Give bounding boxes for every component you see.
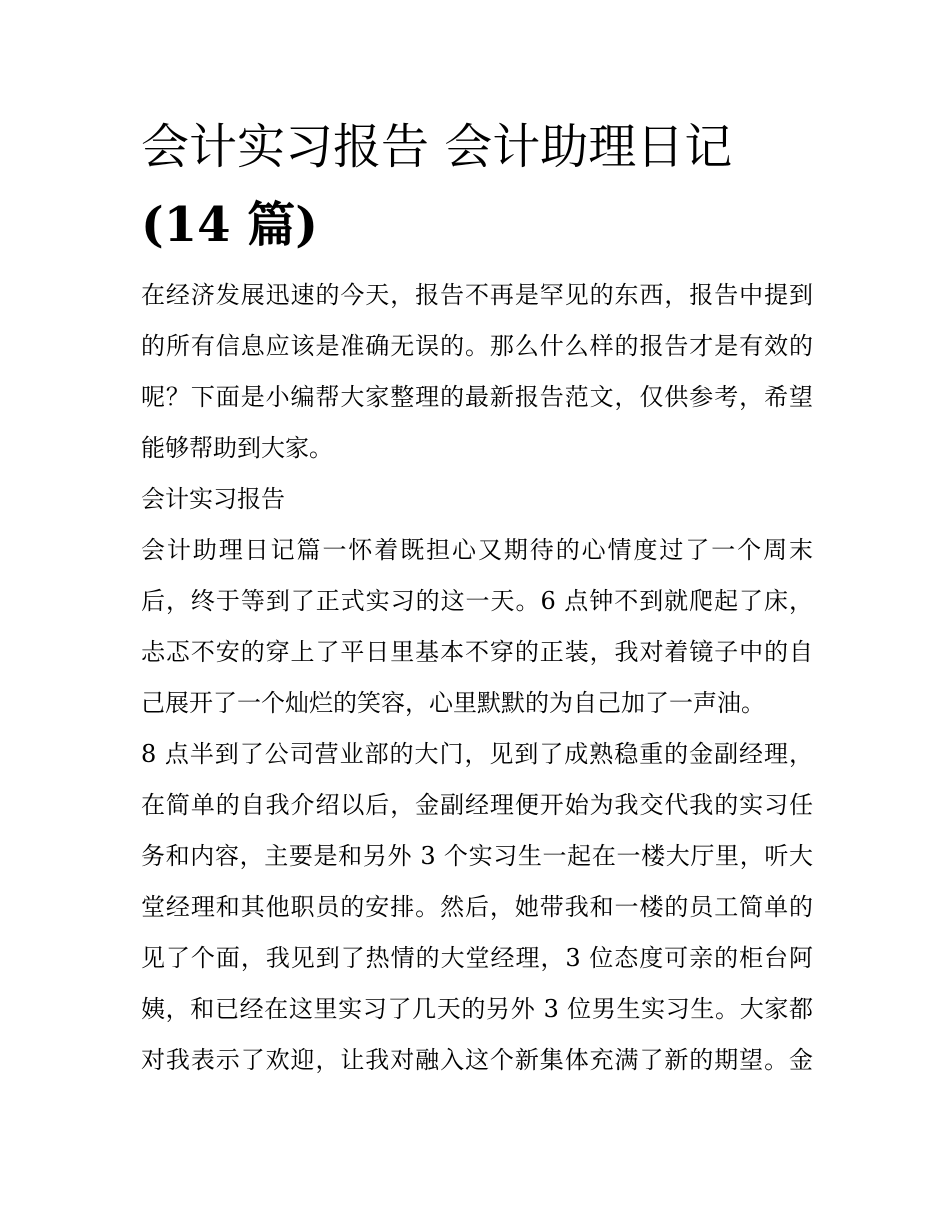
text-line: 见了个面，我见到了热情的大堂经理，3 位态度可亲的柜台阿 [141, 944, 813, 972]
text-line: 己展开了一个灿烂的笑容，心里默默的为自己加了一声油。 [141, 689, 765, 717]
text-line: 务和内容，主要是和另外 3 个实习生一起在一楼大厅里，听大 [141, 842, 813, 870]
document-title [141, 108, 813, 264]
text-line: 后，终于等到了正式实习的这一天。6 点钟不到就爬起了床， [141, 587, 813, 615]
text-line: 姨，和已经在这里实习了几天的另外 3 位男生实习生。大家都 [141, 995, 813, 1023]
text-line: 忐忑不安的穿上了平日里基本不穿的正装，我对着镜子中的自 [141, 638, 813, 666]
text-line: 在简单的自我介绍以后，金副经理便开始为我交代我的实习任 [141, 791, 813, 819]
title-line-2: (14 篇) [141, 197, 318, 253]
text-line: 能够帮助到大家。 [141, 434, 333, 462]
text-line: 对我表示了欢迎，让我对融入这个新集体充满了新的期望。金 [141, 1046, 813, 1074]
text-line: 在经济发展迅速的今天，报告不再是罕见的东西，报告中提到 [141, 281, 813, 309]
text-line: 会计实习报告 [141, 485, 285, 513]
text-line: 会计助理日记篇一怀着既担心又期待的心情度过了一个周末 [141, 536, 813, 564]
text-line: 堂经理和其他职员的安排。然后，她带我和一楼的员工简单的 [141, 893, 813, 921]
title-line-1: 会计实习报告 会计助理日记 [141, 119, 733, 175]
text-line: 的所有信息应该是准确无误的。那么什么样的报告才是有效的 [141, 332, 813, 360]
document-text [141, 270, 813, 1086]
text-line: 呢？下面是小编帮大家整理的最新报告范文，仅供参考，希望 [141, 383, 813, 411]
document-body [141, 108, 813, 1086]
text-line: 8 点半到了公司营业部的大门，见到了成熟稳重的金副经理， [141, 740, 813, 768]
